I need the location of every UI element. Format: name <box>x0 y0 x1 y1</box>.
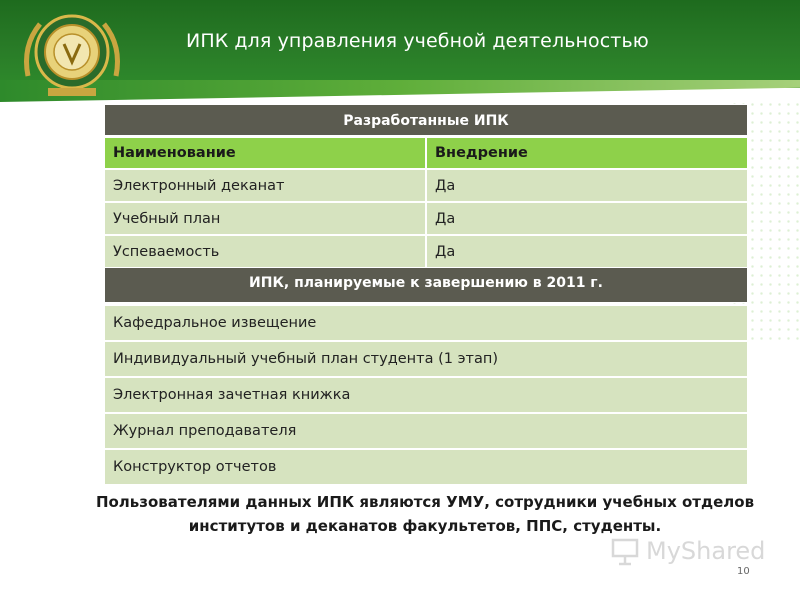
row-name: Электронный деканат <box>104 169 426 202</box>
column-header-name: Наименование <box>104 137 426 169</box>
planned-item: Электронная зачетная книжка <box>104 377 748 413</box>
university-emblem-icon <box>18 6 126 102</box>
row-status: Да <box>426 169 748 202</box>
table-row <box>104 169 748 202</box>
list-item <box>104 305 748 341</box>
table-row <box>104 202 748 235</box>
row-name: Учебный план <box>104 202 426 235</box>
planned-item: Конструктор отчетов <box>104 449 748 485</box>
row-status: Да <box>426 202 748 235</box>
users-note-line-1: Пользователями данных ИПК являются УМУ, сотрудники учебных отделов <box>95 493 755 511</box>
list-item <box>104 341 748 377</box>
row-status: Да <box>426 235 748 268</box>
developed-ipk-heading: Разработанные ИПК <box>104 104 748 136</box>
table-row <box>104 235 748 268</box>
list-item <box>104 377 748 413</box>
users-note-line-2: институтов и деканатов факультетов, ППС, студенты. <box>188 517 662 535</box>
page-number: 10 <box>737 566 750 577</box>
slide-title: ИПК для управления учебной деятельностью <box>186 30 649 52</box>
presentation-board-icon <box>610 536 640 566</box>
users-note <box>60 490 790 538</box>
column-header-implementation: Внедрение <box>426 137 748 169</box>
planned-item: Индивидуальный учебный план студента (1 этап) <box>104 341 748 377</box>
planned-item: Кафедральное извещение <box>104 305 748 341</box>
watermark <box>610 536 765 566</box>
watermark-text: MyShared <box>646 537 766 565</box>
list-item <box>104 413 748 449</box>
planned-item: Журнал преподавателя <box>104 413 748 449</box>
planned-ipk-heading: ИПК, планируемые к завершению в 2011 г. <box>104 267 748 303</box>
row-name: Успеваемость <box>104 235 426 268</box>
list-item <box>104 449 748 485</box>
table-header-row <box>104 137 748 169</box>
